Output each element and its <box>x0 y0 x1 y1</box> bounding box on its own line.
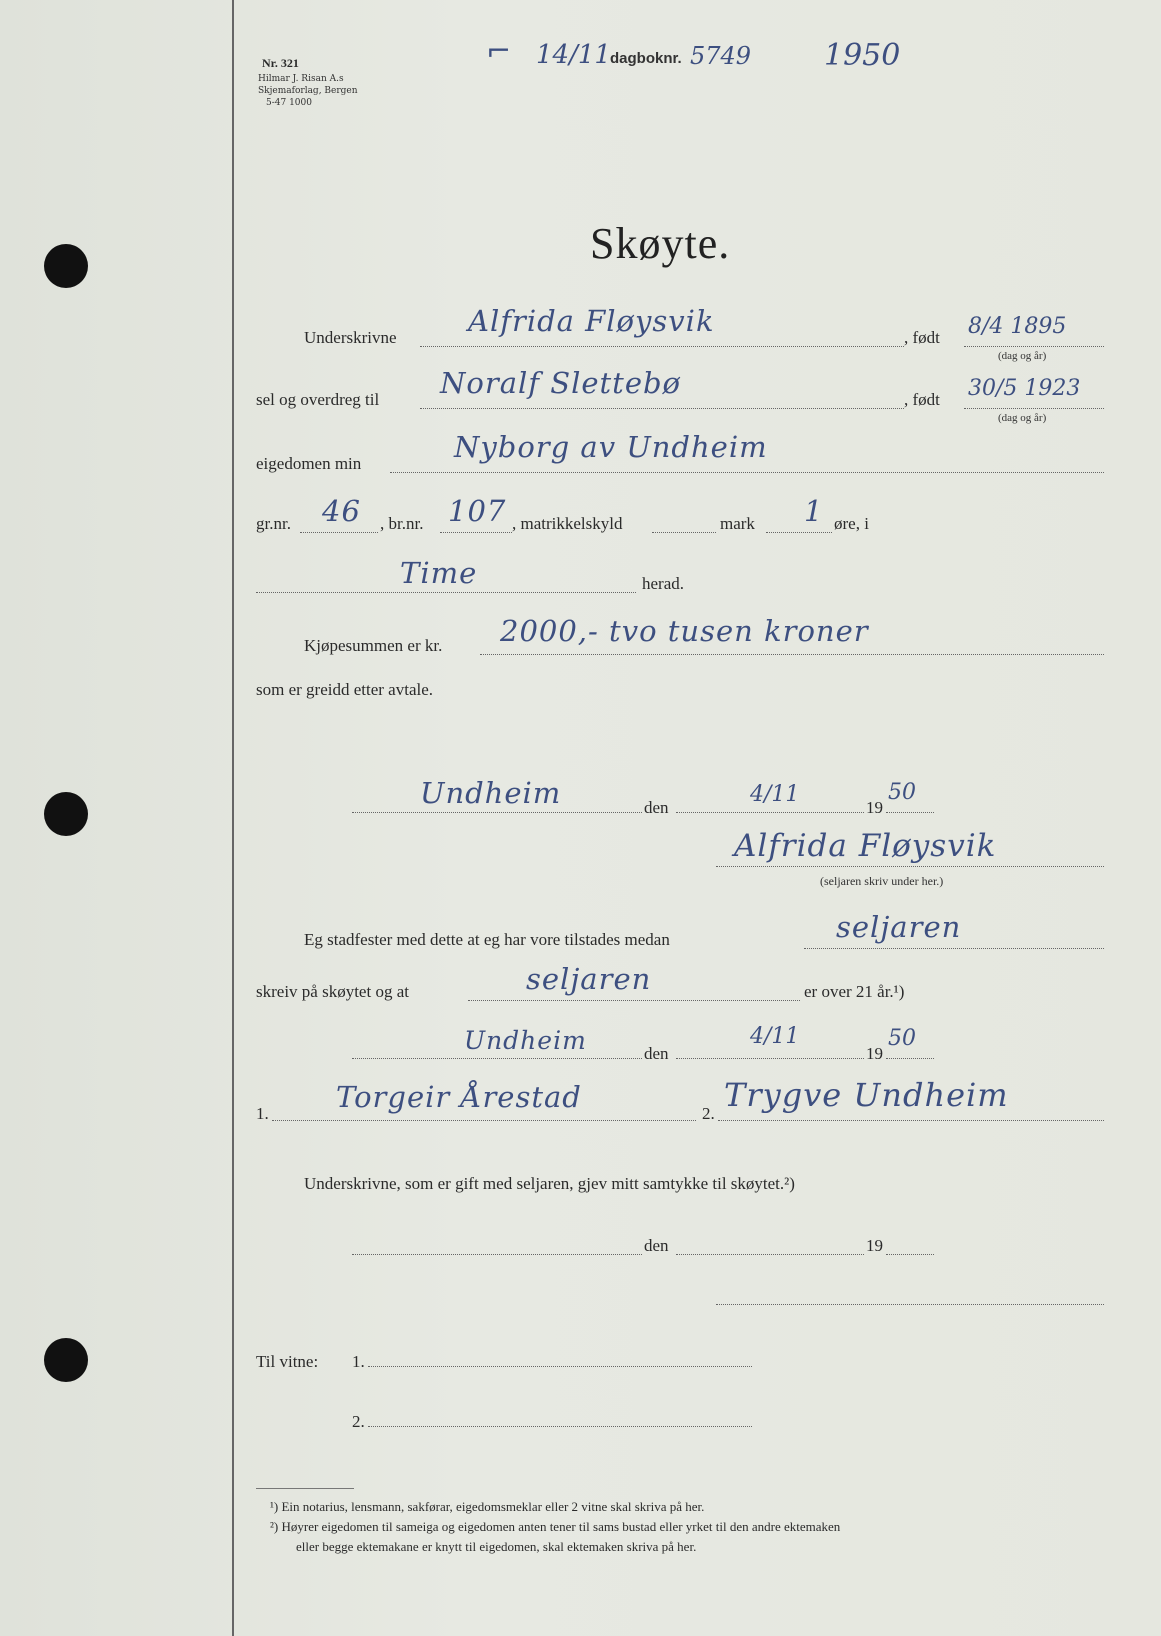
underline <box>886 812 934 813</box>
underline <box>716 866 1104 867</box>
fodd-label: , født <box>904 328 940 347</box>
punch-hole <box>44 1338 88 1382</box>
date-value: 4/11 <box>750 782 800 807</box>
buyer-born: 30/5 1923 <box>968 376 1081 401</box>
eigedom-label: eigedomen min <box>256 454 362 473</box>
matrikkel-label: , matrikkelskyld <box>512 514 623 533</box>
footnote: ²) Høyrer eigedomen til sameiga og eigedomen anten tener til sams bustad eller yrket til den andre ektemaken <box>270 1519 841 1534</box>
den-label: den <box>644 1236 669 1255</box>
dagbok-label: dagboknr. <box>610 50 682 67</box>
underline <box>390 472 1104 473</box>
seller-signature: Alfrida Fløysvik <box>734 828 997 864</box>
year-prefix: 19 <box>866 1044 883 1063</box>
dagbok-number: 5749 <box>690 42 752 70</box>
underline <box>886 1254 934 1255</box>
vitne-number: 2. <box>352 1412 365 1431</box>
date-hint: (dag og år) <box>998 412 1047 424</box>
publisher-line: Hilmar J. Risan A.s <box>258 74 344 84</box>
seller-name: Alfrida Fløysvik <box>468 304 715 338</box>
underline <box>468 1000 800 1001</box>
underline <box>964 346 1104 347</box>
sel-label: sel og overdreg til <box>256 390 380 409</box>
margin-rule <box>232 0 234 1636</box>
place-value: Undheim <box>420 776 562 810</box>
brnr-label: , br.nr. <box>380 514 424 533</box>
underline <box>420 346 904 347</box>
underline <box>272 1120 696 1121</box>
brnr-value: 107 <box>448 494 507 528</box>
footnote: eller begge ektemakane er knytt til eigedomen, skal ektemaken skriva på her. <box>296 1539 697 1554</box>
underline <box>352 1058 642 1059</box>
underline <box>652 532 716 533</box>
den-label: den <box>644 1044 669 1063</box>
year-prefix: 19 <box>866 1236 883 1255</box>
underline <box>718 1120 1104 1121</box>
til-vitne-label: Til vitne: <box>256 1352 319 1371</box>
dagbok-year: 1950 <box>824 38 901 73</box>
grnr-value: 46 <box>322 494 361 528</box>
underline <box>886 1058 934 1059</box>
witness-number: 2. <box>702 1104 715 1123</box>
property-name: Nyborg av Undheim <box>454 430 768 464</box>
underline <box>676 1254 864 1255</box>
vitne-number: 1. <box>352 1352 365 1371</box>
stadfest-label: Eg stadfester med dette at eg har vore tilstades medan <box>304 930 670 949</box>
ore-value: 1 <box>804 494 824 528</box>
year-value: 50 <box>888 1026 916 1051</box>
year-prefix: 19 <box>866 798 883 817</box>
form-number: Nr. 321 <box>262 56 299 70</box>
underline <box>256 592 636 593</box>
underskrivne-label: Underskrivne <box>304 328 397 347</box>
skreiv-value: seljaren <box>526 962 652 996</box>
underline <box>676 1058 864 1059</box>
herad-label: herad. <box>642 574 685 593</box>
underline <box>352 812 642 813</box>
dagbok-date: 14/11 <box>536 40 611 70</box>
den-label: den <box>644 798 669 817</box>
underline <box>766 532 832 533</box>
footnote: ¹) Ein notarius, lensmann, sakførar, eigedomsmeklar eller 2 vitne skal skriva på her. <box>270 1499 705 1514</box>
date-hint: (dag og år) <box>998 350 1047 362</box>
underline <box>368 1366 752 1367</box>
skreiv-label: skreiv på skøytet og at <box>256 982 409 1001</box>
footnote-rule <box>256 1488 354 1489</box>
place-value: Undheim <box>464 1026 587 1055</box>
underline <box>480 654 1104 655</box>
witness-number: 1. <box>256 1104 269 1123</box>
stamp-bracket: ⌐ <box>486 34 512 69</box>
ore-label: øre, i <box>834 514 869 533</box>
spouse-label: Underskrivne, som er gift med seljaren, gjev mitt samtykke til skøytet.²) <box>304 1174 795 1193</box>
buyer-name: Noralf Slettebø <box>440 366 682 400</box>
herad-value: Time <box>400 556 478 590</box>
seller-born: 8/4 1895 <box>968 314 1067 339</box>
witness-signature: Trygve Undheim <box>724 1076 1009 1114</box>
underline <box>676 812 864 813</box>
date-value: 4/11 <box>750 1024 800 1049</box>
publisher-line: Skjemaforlag, Bergen <box>258 86 358 96</box>
kjop-value: 2000,- tvo tusen kroner <box>500 614 869 648</box>
underline <box>804 948 1104 949</box>
stadfest-value: seljaren <box>836 910 962 944</box>
kjop-label: Kjøpesummen er kr. <box>304 636 443 655</box>
mark-label: mark <box>720 514 755 533</box>
avtale-label: som er greidd etter avtale. <box>256 680 434 699</box>
fodd-label: , født <box>904 390 940 409</box>
underline <box>368 1426 752 1427</box>
publisher-line: 5-47 1000 <box>266 98 312 108</box>
underline <box>420 408 904 409</box>
underline <box>964 408 1104 409</box>
underline <box>716 1304 1104 1305</box>
sign-note: (seljaren skriv under her.) <box>820 874 944 888</box>
witness-signature: Torgeir Årestad <box>336 1080 582 1114</box>
underline <box>440 532 512 533</box>
underline <box>300 532 378 533</box>
grnr-label: gr.nr. <box>256 514 291 533</box>
punch-hole <box>44 244 88 288</box>
document-title: Skøyte. <box>590 219 731 268</box>
over21-label: er over 21 år.¹) <box>804 982 905 1001</box>
year-value: 50 <box>888 780 916 805</box>
punch-hole <box>44 792 88 836</box>
underline <box>352 1254 642 1255</box>
